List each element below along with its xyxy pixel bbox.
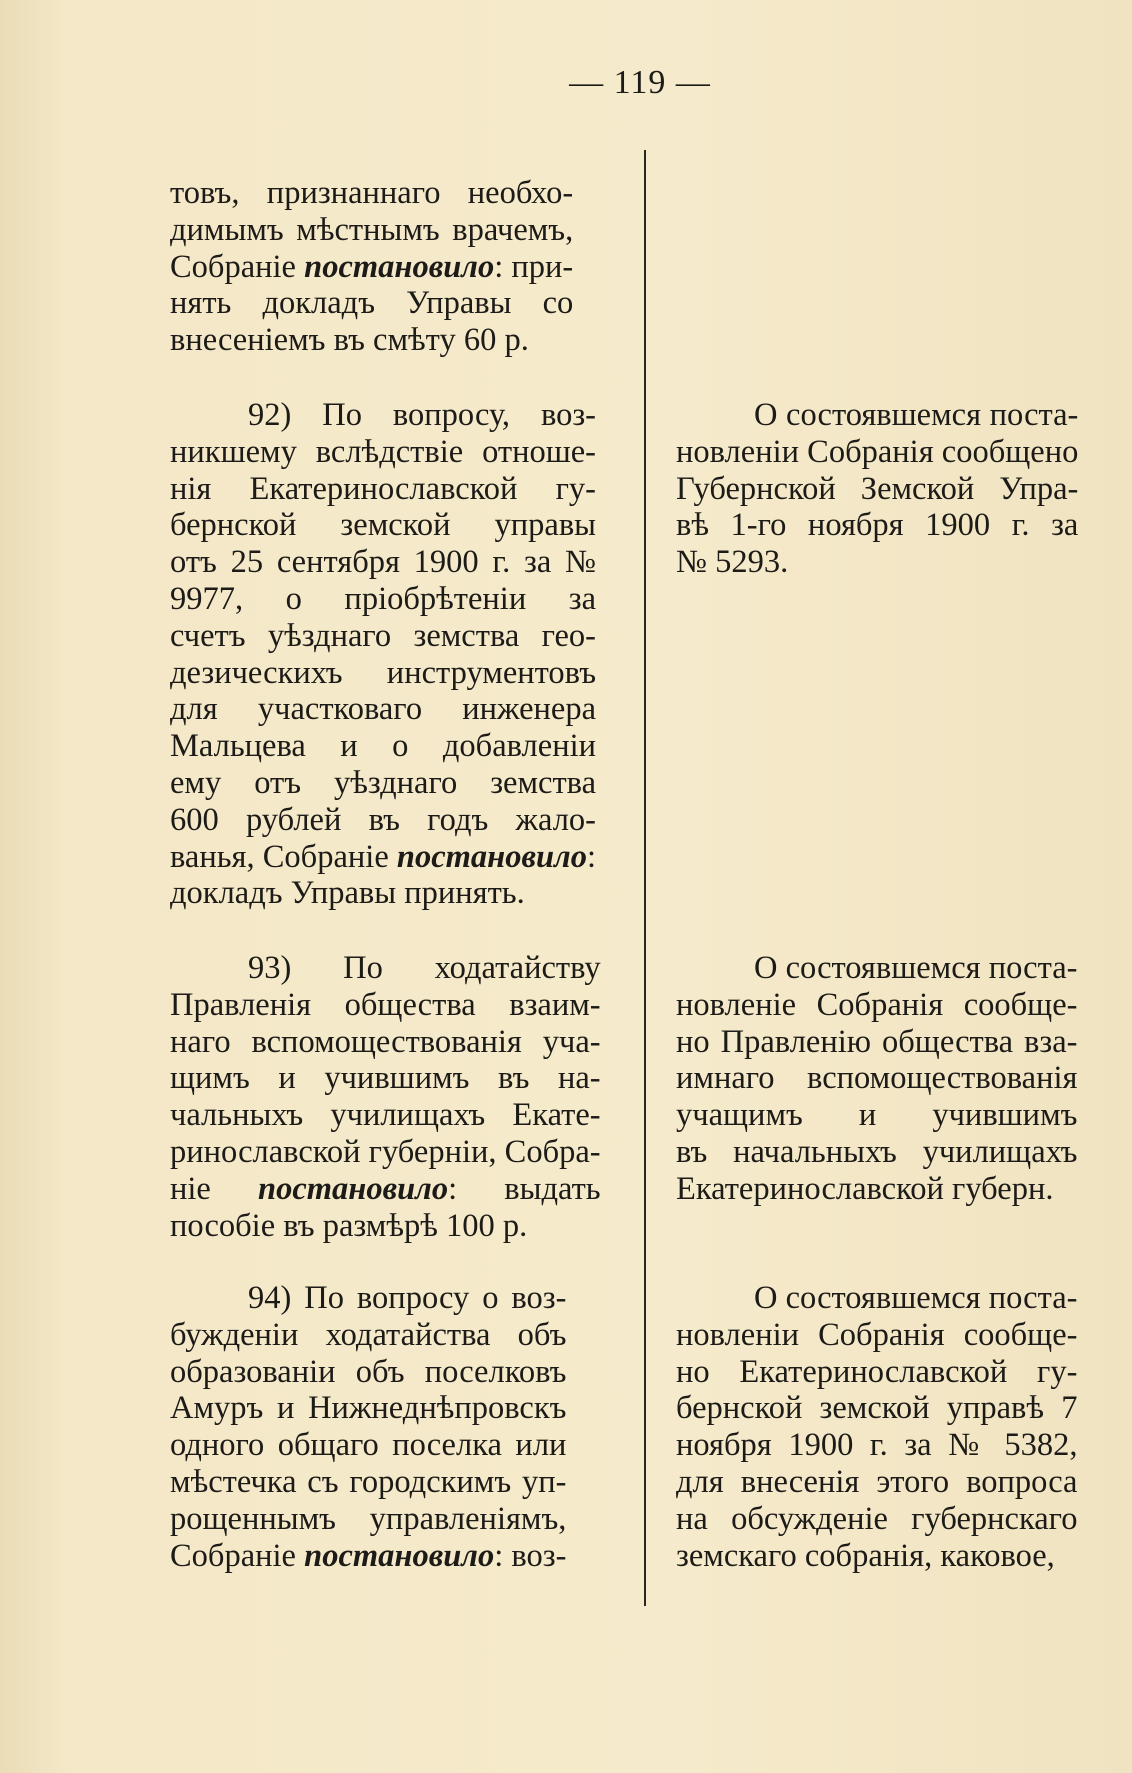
text-line: дезическихъ инструментовъ (170, 654, 597, 691)
text-line: бернской земской управѣ 7 (676, 1390, 1078, 1427)
text-line: нять докладъ Управы со (170, 285, 574, 322)
note-94-paragraph (676, 1280, 1077, 1574)
emphasis: постановило (258, 1170, 449, 1207)
text-line: Мальцева и о добавленіи (170, 728, 597, 765)
text-line: щимъ и учившимъ въ на- (170, 1060, 601, 1097)
text-line: ванья, Собраніе постановило: (170, 838, 597, 875)
text-line: вѣ 1-го ноября 1900 г. за (676, 507, 1079, 544)
text-line: димымъ мѣстнымъ врачемъ, (170, 211, 574, 248)
note-92-paragraph (676, 397, 1078, 581)
column-divider-bottom (644, 730, 646, 1606)
note-93-paragraph (676, 950, 1077, 1208)
text-line: одного общаго поселка или (170, 1427, 567, 1464)
text-line: образованіи объ поселковъ (170, 1353, 567, 1390)
text-line: но Правленію общества вза- (676, 1023, 1078, 1060)
text-line: на обсужденіе губернскаго (676, 1500, 1078, 1537)
text-line: Амуръ и Нижнеднѣпровскъ (170, 1390, 567, 1427)
continuation-paragraph (170, 175, 573, 359)
emphasis: постановило (396, 838, 587, 875)
text-line: ноября 1900 г. за № 5382, (676, 1427, 1078, 1464)
text-line: учащимъ и учившимъ (676, 1097, 1078, 1134)
text-line: нія Екатеринославской гу- (170, 470, 597, 507)
item-93-paragraph (170, 950, 601, 1244)
item-94-paragraph (170, 1280, 566, 1574)
text-line: О состоявшемся поста- (754, 950, 1078, 986)
text-line: въ начальныхъ училищахъ (676, 1133, 1078, 1170)
text-line: ніе постановило: выдать (170, 1170, 601, 1207)
text-line: бернской земской управы (170, 507, 597, 544)
emphasis: постановило (304, 248, 495, 285)
text-line: 9977, о пріобрѣтеніи за (170, 580, 597, 617)
text-line: земскаго собранія, каковое, (676, 1537, 1055, 1574)
text-line: чальныхъ училищахъ Екате- (170, 1097, 601, 1134)
item-92-paragraph (170, 397, 596, 912)
text-line: товъ, признаннаго необхо- (170, 175, 574, 211)
text-line: Екатеринославской губерн. (676, 1170, 1054, 1207)
text-line: счетъ уѣзднаго земства гео- (170, 617, 597, 654)
text-line: 93) По ходатайству (248, 950, 601, 986)
column-divider-top (644, 150, 646, 730)
emphasis: постановило (304, 1537, 495, 1574)
text-line: отъ 25 сентября 1900 г. за № (170, 544, 597, 581)
text-line: наго вспомоществованія уча- (170, 1023, 601, 1060)
text-line: ринославской губерніи, Собра- (170, 1133, 601, 1170)
page-number: — 119 — (569, 64, 711, 101)
text-line: для внесенія этого вопроса (676, 1463, 1078, 1500)
text-line: Собраніе постановило: при- (170, 248, 574, 285)
text-line: внесеніемъ въ смѣту 60 р. (170, 322, 529, 359)
text-line: № 5293. (676, 544, 789, 581)
text-line: новленіи Собранія сообщено (676, 433, 1079, 470)
text-line: мѣстечка съ городскимъ уп- (170, 1463, 567, 1500)
text-line: докладъ Управы принять. (170, 875, 525, 912)
text-line: Правленія общества взаим- (170, 986, 601, 1023)
text-line: никшему вслѣдствіе отноше- (170, 433, 597, 470)
text-line: но Екатеринославской гу- (676, 1353, 1078, 1390)
text-line: Губернской Земской Упра- (676, 470, 1079, 507)
text-line: бужденіи ходатайства объ (170, 1316, 567, 1353)
text-line: 92) По вопросу, воз- (248, 397, 597, 433)
text-line: О состоявшемся поста- (754, 1280, 1078, 1316)
text-line: 94) По вопросу о воз- (248, 1280, 567, 1316)
text-line: новленіи Собранія сообще- (676, 1316, 1078, 1353)
text-line: имнаго вспомоществованія (676, 1060, 1078, 1097)
text-line: ему отъ уѣзднаго земства (170, 764, 597, 801)
text-line: рощеннымъ управленіямъ, (170, 1500, 567, 1537)
text-line: 600 рублей въ годъ жало- (170, 801, 597, 838)
text-line: пособіе въ размѣрѣ 100 р. (170, 1207, 528, 1244)
text-line: Собраніе постановило: воз- (170, 1537, 567, 1574)
text-line: новленіе Собранія сообще- (676, 986, 1078, 1023)
text-line: О состоявшемся поста- (754, 397, 1079, 433)
text-line: для участковаго инженера (170, 691, 597, 728)
